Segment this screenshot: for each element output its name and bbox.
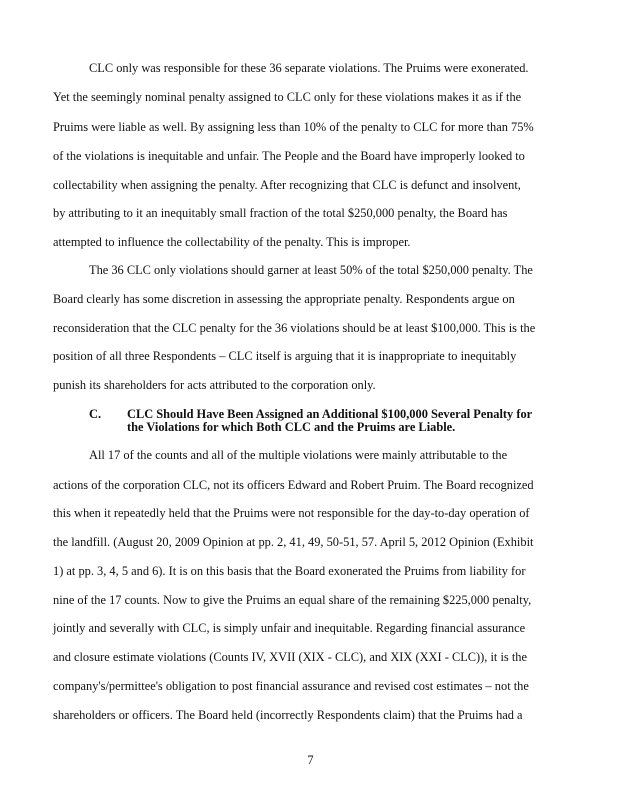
section-heading-letter: C. — [89, 407, 102, 421]
paragraph-3-line-2: actions of the corporation CLC, not its officers Edward and Robert Pruim. The Board recognized — [53, 478, 534, 492]
paragraph-1-line-5: collectability when assigning the penalty. After recognizing that CLC is defunct and insolvent, — [53, 178, 521, 192]
paragraph-2-line-4: position of all three Respondents – CLC itself is arguing that it is inappropriate to inequitably — [53, 349, 517, 363]
paragraph-3-line-4: the landfill. (August 20, 2009 Opinion at pp. 2, 41, 49, 50-51, 57. April 5, 2012 Opinion (Exhibit — [53, 535, 534, 549]
paragraph-2-line-3: reconsideration that the CLC penalty for the 36 violations should be at least $100,000. This is the — [53, 321, 536, 335]
paragraph-3-line-10: shareholders or officers. The Board held (incorrectly Respondents claim) that the Pruims had a — [53, 708, 523, 722]
paragraph-2-line-1: The 36 CLC only violations should garner at least 50% of the total $250,000 penalty. The — [89, 263, 533, 277]
paragraph-2-line-5: punish its shareholders for acts attributed to the corporation only. — [53, 378, 376, 392]
paragraph-1-line-2: Yet the seemingly nominal penalty assigned to CLC only for these violations makes it as if the — [53, 90, 522, 104]
paragraph-3-line-6: nine of the 17 counts. Now to give the Pruims an equal share of the remaining $225,000 penalty, — [53, 593, 532, 607]
paragraph-3-line-8: and closure estimate violations (Counts IV, XVII (XIX - CLC), and XIX (XXI - CLC)), it is the — [53, 650, 527, 664]
paragraph-3-line-5: 1) at pp. 3, 4, 5 and 6). It is on this basis that the Board exonerated the Pruims from liability for — [53, 564, 526, 578]
paragraph-2-line-2: Board clearly has some discretion in assessing the appropriate penalty. Respondents argue on — [53, 292, 515, 306]
paragraph-1-line-6: by attributing to it an inequitably small fraction of the total $250,000 penalty, the Board has — [53, 206, 508, 220]
paragraph-3-line-7: jointly and severally with CLC, is simply unfair and inequitable. Regarding financial assurance — [53, 621, 526, 635]
paragraph-3-line-9: company's/permittee's obligation to post financial assurance and revised cost estimates – not the — [53, 679, 529, 693]
paragraph-1-line-3: Pruims were liable as well. By assigning less than 10% of the penalty to CLC for more than 75% — [53, 120, 534, 134]
paragraph-1-line-4: of the violations is inequitable and unfair. The People and the Board have improperly looked to — [53, 149, 525, 163]
paragraph-1-line-7: attempted to influence the collectability of the penalty. This is improper. — [53, 235, 411, 249]
page-number: 7 — [307, 753, 314, 767]
paragraph-1-line-1: CLC only was responsible for these 36 separate violations. The Pruims were exonerated. — [89, 61, 529, 75]
paragraph-3-line-1: All 17 of the counts and all of the multiple violations were mainly attributable to the — [89, 448, 508, 462]
paragraph-3-line-3: this when it repeatedly held that the Pruims were not responsible for the day-to-day operation of — [53, 506, 530, 520]
section-heading-line-1: CLC Should Have Been Assigned an Additional $100,000 Several Penalty for — [127, 407, 533, 421]
section-heading-line-2: the Violations for which Both CLC and the Pruims are Liable. — [127, 420, 456, 434]
